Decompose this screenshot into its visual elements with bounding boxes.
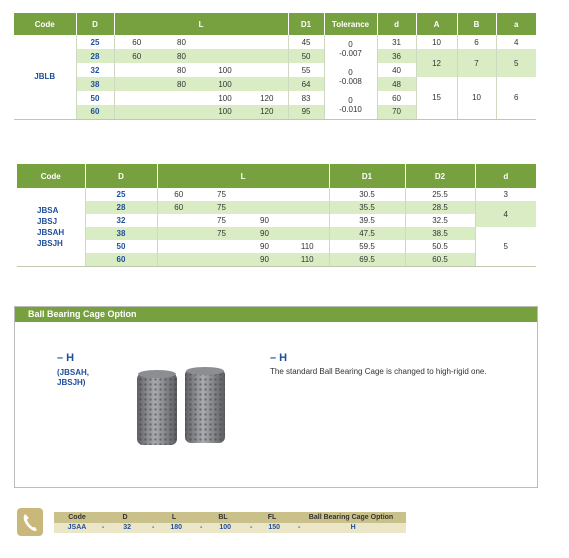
code-jbsj: JBSJ (37, 216, 58, 226)
cell-small-d: 4 (475, 201, 536, 227)
cell-a: 12 (416, 49, 457, 77)
value-text: 180 (170, 524, 183, 531)
cell-l: 100 (218, 65, 232, 75)
cell-l: 75 (217, 216, 226, 225)
order-header-fl: FL (248, 512, 296, 523)
value-text: 32 (123, 524, 132, 531)
cell-tolerance (324, 35, 377, 63)
header-d: D (85, 164, 157, 188)
order-value-d (100, 523, 150, 533)
header-code: Code (17, 164, 85, 188)
cell-l: 110 (286, 253, 329, 266)
code-jbsah: JBSAH (37, 227, 65, 237)
cell-small-a: 4 (496, 35, 536, 49)
order-header-code: Code (54, 512, 100, 523)
cell-l: 120 (260, 93, 274, 103)
value-text: JSAA (67, 524, 87, 531)
cell-l (200, 240, 243, 253)
cell-l: 75 (217, 190, 226, 199)
order-value-l (150, 523, 198, 533)
cell-d1: 47.5 (329, 227, 405, 240)
cell-l: 60 (157, 188, 200, 201)
header-d1: D1 (288, 13, 324, 35)
header-small-d: d (475, 164, 536, 188)
option-description: The standard Ball Bearing Cage is changed to high-rigid one. (270, 367, 487, 376)
order-header-l: L (150, 512, 198, 523)
order-value-fl (248, 523, 296, 533)
order-value-code (54, 523, 100, 533)
tolerance-upper: 0 (348, 40, 353, 49)
cell-d1: 55 (288, 63, 324, 77)
cell-d1: 95 (288, 105, 324, 119)
cell-l (157, 240, 200, 253)
cell-small-d: 40 (377, 63, 416, 77)
cell-l (114, 63, 159, 77)
cell-d: 32 (76, 63, 114, 77)
cell-d1: 83 (288, 91, 324, 105)
option-variant-list (57, 368, 89, 388)
order-value-bl (198, 523, 248, 533)
cell-l (286, 227, 329, 240)
cell-d: 32 (85, 214, 157, 227)
cell-d2: 25.5 (405, 188, 475, 201)
cell-a: 15 (416, 77, 457, 119)
order-example (54, 512, 406, 533)
code-jbsa: JBSA (37, 205, 59, 215)
cell-d1: 69.5 (329, 253, 405, 266)
value-text: H (350, 524, 356, 531)
cell-d: 38 (76, 77, 114, 91)
cell-d1: 50 (288, 49, 324, 63)
tolerance-upper: 0 (348, 95, 353, 105)
table-jbsa (17, 164, 536, 267)
cell-l: 75 (217, 229, 226, 238)
code-list (17, 188, 85, 266)
cell-b: 7 (457, 49, 496, 77)
cell-d2: 28.5 (405, 201, 475, 214)
cell-d: 50 (76, 91, 114, 105)
cell-d2: 60.5 (405, 253, 475, 266)
phone-icon (16, 507, 44, 537)
cell-l (246, 63, 288, 77)
cell-l (159, 105, 204, 119)
variant-line: (JBSAH, (57, 368, 90, 377)
cell-small-a: 6 (496, 77, 536, 119)
header-b: B (457, 13, 496, 35)
cell-small-d: 5 (475, 227, 536, 266)
cell-l: 110 (300, 242, 314, 251)
cell-l (159, 91, 204, 105)
order-header-d: D (100, 512, 150, 523)
cell-l (204, 35, 246, 49)
cell-l (114, 91, 159, 105)
cell-d: 60 (76, 105, 114, 119)
cell-l (246, 49, 288, 63)
cell-tolerance (324, 91, 377, 119)
cell-d1: 35.5 (329, 201, 405, 214)
cell-d2: 50.5 (405, 240, 475, 253)
cell-a: 10 (416, 35, 457, 49)
cell-l (246, 77, 288, 91)
code-jblb: JBLB (14, 35, 76, 119)
cell-d: 28 (85, 201, 157, 214)
cell-d: 25 (76, 35, 114, 49)
separator: - (250, 524, 253, 531)
cell-small-d: 31 (377, 35, 416, 49)
header-l: L (114, 13, 288, 35)
cell-l: 75 (217, 203, 226, 212)
cell-b: 6 (457, 35, 496, 49)
cell-small-d: 3 (475, 188, 536, 201)
tolerance-upper: 0 (348, 68, 353, 77)
cell-l: 60 (114, 35, 159, 49)
header-small-a: a (496, 13, 536, 35)
cage-image (133, 367, 233, 449)
tolerance-lower: -0.008 (339, 77, 362, 86)
cell-l: 90 (260, 229, 269, 238)
tolerance-lower: -0.010 (339, 104, 362, 114)
header-d1: D1 (329, 164, 405, 188)
cell-d: 25 (85, 188, 157, 201)
cell-l: 60 (157, 201, 200, 214)
cell-l (204, 49, 246, 63)
cell-l: 80 (177, 37, 186, 47)
header-d: D (76, 13, 114, 35)
cell-d1: 30.5 (329, 188, 405, 201)
cell-l: 100 (218, 93, 232, 103)
cell-l: 120 (246, 105, 288, 119)
cell-d1: 45 (288, 35, 324, 49)
cell-l (243, 188, 286, 201)
separator: - (102, 524, 105, 531)
separator: - (152, 524, 155, 531)
cell-l: 100 (218, 79, 232, 89)
cell-d: 38 (85, 227, 157, 240)
variant-line: JBSJH) (57, 378, 86, 387)
value-text: 100 (219, 524, 232, 531)
header-code: Code (14, 13, 76, 35)
cell-l: 90 (243, 253, 286, 266)
cell-d1: 59.5 (329, 240, 405, 253)
order-header-bl: BL (198, 512, 248, 523)
separator: - (298, 524, 301, 531)
order-header-option: Ball Bearing Cage Option (296, 512, 406, 523)
cell-d1: 39.5 (329, 214, 405, 227)
header-l: L (157, 164, 329, 188)
cell-l: 60 (114, 49, 159, 63)
cell-small-d: 60 (377, 91, 416, 105)
header-a: A (416, 13, 457, 35)
order-value-option (296, 523, 406, 533)
cell-l: 100 (204, 105, 246, 119)
cell-l (114, 77, 159, 91)
cell-b: 10 (457, 77, 496, 119)
cell-small-d: 70 (377, 105, 416, 119)
cell-l (286, 214, 329, 227)
cell-l (200, 253, 243, 266)
cell-l (114, 105, 159, 119)
tolerance-lower: -0.007 (339, 49, 362, 58)
cell-d: 50 (85, 240, 157, 253)
table-jblb (14, 13, 536, 120)
cell-l: 80 (177, 51, 186, 61)
cage-option-panel (14, 306, 538, 488)
cell-d: 60 (85, 253, 157, 266)
cell-l: 90 (260, 242, 269, 251)
code-jbsjh: JBSJH (37, 238, 63, 248)
option-letter-right: – H (270, 352, 288, 364)
header-tolerance: Tolerance (324, 13, 377, 35)
cell-l (286, 188, 329, 201)
value-text: 150 (268, 524, 281, 531)
panel-title: Ball Bearing Cage Option (15, 307, 537, 322)
header-small-d: d (377, 13, 416, 35)
cell-l (157, 214, 200, 227)
cell-d1: 64 (288, 77, 324, 91)
cell-small-a: 5 (496, 49, 536, 77)
cell-small-d: 48 (377, 77, 416, 91)
cell-l: 80 (177, 65, 186, 75)
cell-d: 28 (76, 49, 114, 63)
cell-d2: 38.5 (405, 227, 475, 240)
cell-l: 80 (177, 79, 186, 89)
separator: - (200, 524, 203, 531)
cell-d2: 32.5 (405, 214, 475, 227)
cell-l: 90 (260, 216, 269, 225)
cell-l (286, 201, 329, 214)
cell-tolerance (324, 63, 377, 91)
cell-l (157, 227, 200, 240)
header-d2: D2 (405, 164, 475, 188)
cell-small-d: 36 (377, 49, 416, 63)
cell-l (243, 201, 286, 214)
cell-l (246, 35, 288, 49)
cell-l (157, 253, 200, 266)
option-letter-left: – H (57, 352, 75, 364)
